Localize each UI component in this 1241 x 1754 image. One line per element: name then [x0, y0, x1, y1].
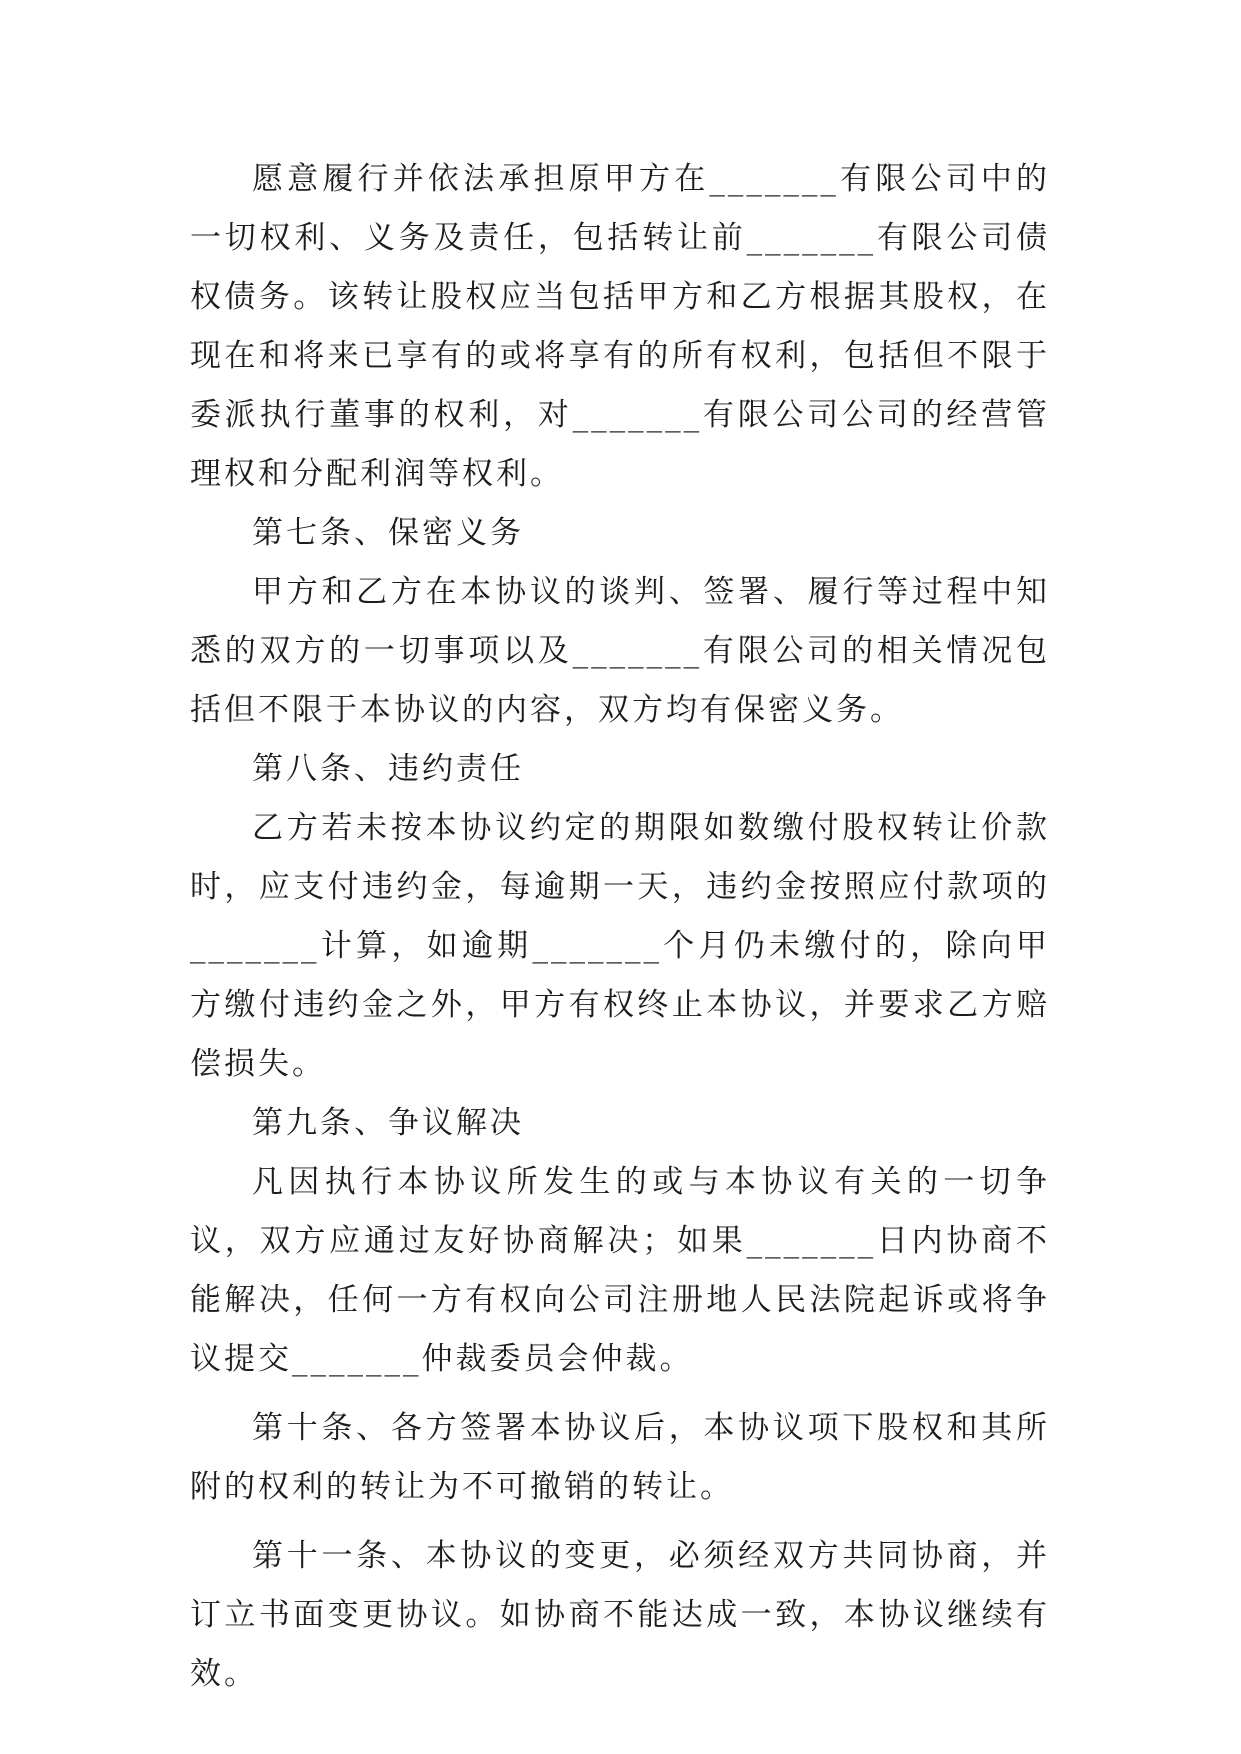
heading-article-8-breach: 第八条、违约责任	[252, 751, 524, 787]
paragraph-breach-liability: 乙方若未按本协议约定的期限如数缴付股权转让价款时，应支付违约金，每逾期一天，违约金按照应付款项的_______计算，如逾期_______个月仍未缴付的，除向甲方缴付违约金之外，甲方有权终止本协议，并要求乙方赔偿损失。	[190, 810, 1050, 1082]
paragraph-confidentiality: 甲方和乙方在本协议的谈判、签署、履行等过程中知悉的双方的一切事项以及_______有限公司的相关情况包括但不限于本协议的内容，双方均有保密义务。	[190, 574, 1050, 728]
document-body	[190, 150, 1050, 1714]
paragraph-article-11-amendment: 第十一条、本协议的变更，必须经双方共同协商，并订立书面变更协议。如协商不能达成一致，本协议继续有效。	[190, 1538, 1050, 1692]
paragraph-article-10-irrevocable: 第十条、各方签署本协议后，本协议项下股权和其所附的权利的转让为不可撤销的转让。	[190, 1410, 1050, 1505]
paragraph-dispute-resolution: 凡因执行本协议所发生的或与本协议有关的一切争议，双方应通过友好协商解决；如果_______日内协商不能解决，任何一方有权向公司注册地人民法院起诉或将争议提交_______仲裁委员会仲裁。	[190, 1164, 1050, 1377]
paragraph-rights-transfer: 愿意履行并依法承担原甲方在_______有限公司中的一切权利、义务及责任，包括转让前_______有限公司债权债务。该转让股权应当包括甲方和乙方根据其股权，在现在和将来已享有的或将享有的所有权利，包括但不限于委派执行董事的权利，对_______有限公司公司的经营管理权和分配利润等权利。	[190, 161, 1050, 492]
heading-article-7-confidentiality: 第七条、保密义务	[252, 515, 524, 551]
heading-article-9-dispute: 第九条、争议解决	[252, 1105, 524, 1141]
